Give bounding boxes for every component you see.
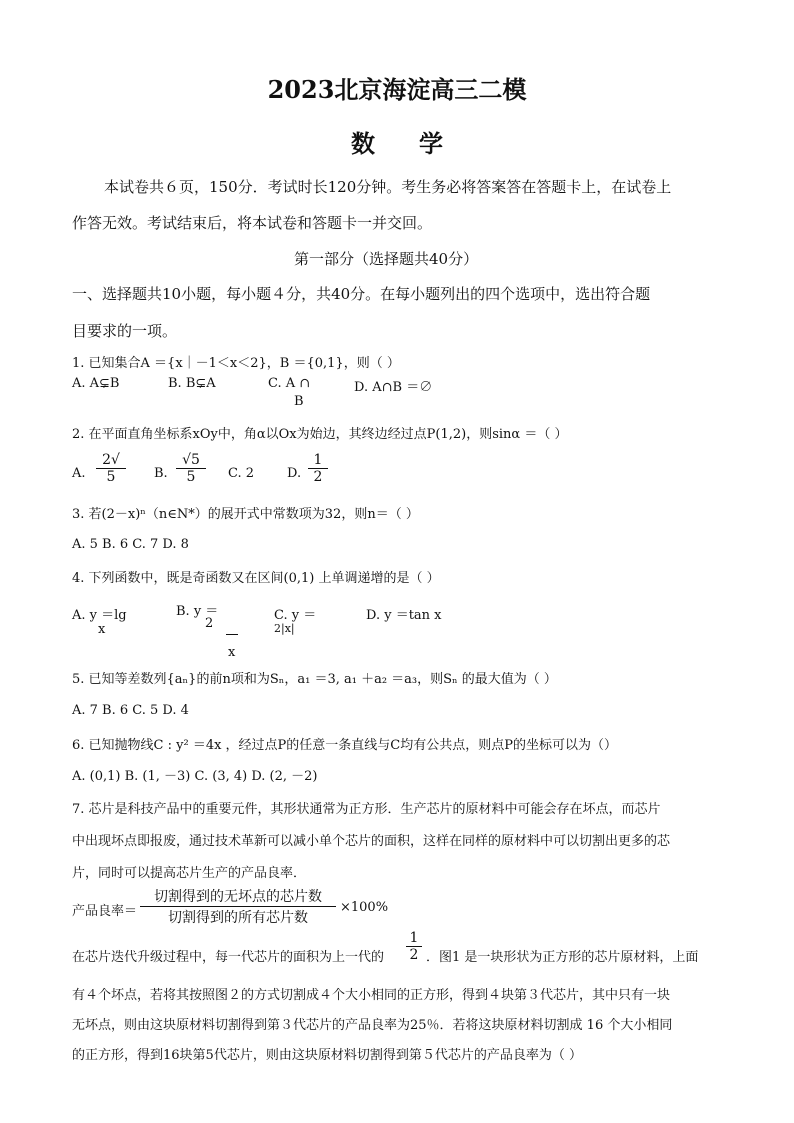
q2-option-a-fraction [96, 452, 126, 485]
q7-line-5: 有４个坏点，若将其按照图２的方式切割成４个大小相同的正方形，得到４块第３代芯片，其中只有一块 [72, 988, 671, 1003]
q4-option-a: A. y ＝lg [72, 608, 127, 623]
q4-option-b-bar [226, 634, 238, 635]
q7-line-2: 中出现坏点即报废，通过技术革新可以减小单个芯片的面积，这样在同样的原材料中可以切割出更多的芯 [72, 834, 671, 849]
q2-a-numerator: 2√ [96, 452, 126, 469]
q4-option-c: C. y ＝ [274, 608, 317, 623]
q2-option-d-fraction [308, 452, 328, 485]
q2-d-numerator: 1 [308, 452, 328, 469]
q2-option-d-label: D. [287, 466, 302, 481]
q7-half-numerator: 1 [406, 930, 422, 947]
q2-d-denominator: 2 [313, 469, 323, 485]
q7-line-6: 无坏点，则由这块原材料切割得到第３代芯片的产品良率为25％．若将这块原材料切割成 16 个大小相同 [72, 1018, 673, 1033]
q7-line-4a: 在芯片迭代升级过程中，每一代芯片的面积为上一代的 [72, 950, 385, 965]
q1-option-c-sub: B [294, 394, 304, 409]
q4-option-c-sub: 2|x| [274, 622, 295, 635]
q7-line-1: 7. 芯片是科技产品中的重要元件，其形状通常为正方形．生产芯片的原材料中可能会存在坏点，而芯片 [72, 802, 661, 817]
q1-option-b: B. B⊊A [168, 376, 216, 391]
section-instruction-2: 目要求的一项。 [72, 322, 178, 340]
q4-option-b: B. y ＝ [176, 604, 219, 619]
q2-stem: 2. 在平面直角坐标系xOy中，角α以Ox为始边，其终边经过点P(1,2)，则sinα ＝（ ） [72, 427, 568, 442]
q3-stem: 3. 若(2－x)ⁿ（n∈N*）的展开式中常数项为32，则n＝（ ） [72, 507, 419, 522]
intro-line-2: 作答无效。考试结束后，将本试卷和答题卡一并交回。 [72, 214, 433, 232]
q7-half-denominator: 2 [409, 947, 419, 963]
section-instruction-1: 一、选择题共10小题，每小题４分，共40分。在每小题列出的四个选项中，选出符合题 [72, 285, 651, 303]
q2-b-numerator: √5 [176, 452, 206, 469]
yield-formula-tail: ×100% [340, 900, 389, 915]
yield-formula-fraction [140, 886, 336, 927]
q2-option-a-label: A. [72, 466, 86, 481]
q1-option-d: D. A∩B ＝∅ [354, 380, 433, 395]
q4-option-d: D. y ＝tan x [366, 608, 442, 623]
q5-stem: 5. 已知等差数列{aₙ}的前n项和为Sₙ，a₁ ＝3, a₁ ＋a₂ ＝a₃，则Sₙ 的最大值为（ ） [72, 672, 557, 687]
q2-b-denominator: 5 [186, 469, 196, 485]
yield-formula-numerator: 切割得到的无坏点的芯片数 [140, 886, 336, 907]
q4-stem: 4. 下列函数中，既是奇函数又在区间(0,1) 上单调递增的是（ ） [72, 571, 440, 586]
page-title: 2023北京海淀高三二模 [267, 75, 527, 104]
part-heading: 第一部分（选择题共40分） [294, 250, 479, 268]
yield-formula-label: 产品良率＝ [72, 904, 138, 919]
q6-stem: 6. 已知抛物线C : y² ＝4x ，经过点P的任意一条直线与C均有公共点，则点P的坐标可以为（） [72, 738, 617, 753]
q6-options: A. (0,1) B. (1, －3) C. (3, 4) D. (2, －2) [72, 769, 318, 784]
q7-half-fraction [406, 930, 422, 963]
q1-stem: 1. 已知集合A ＝{x｜－1＜x＜2}，B ＝{0,1}，则（ ） [72, 356, 400, 371]
q2-option-b-fraction [176, 452, 206, 485]
q7-line-7: 的正方形，得到16块第5代芯片，则由这块原材料切割得到第５代芯片的产品良率为（ ） [72, 1048, 582, 1063]
yield-formula-denominator: 切割得到的所有芯片数 [168, 910, 308, 926]
q2-option-b-label: B. [154, 466, 168, 481]
q2-a-denominator: 5 [106, 469, 116, 485]
intro-line-1: 本试卷共６页，150分．考试时长120分钟。考生务必将答案答在答题卡上，在试卷上 [104, 178, 672, 196]
q3-options: A. 5 B. 6 C. 7 D. 8 [72, 537, 189, 552]
q4-option-b-sub: x [228, 645, 236, 660]
q7-line-3: 片，同时可以提高芯片生产的产品良率． [72, 866, 307, 881]
q1-option-a: A. A⊊B [72, 376, 120, 391]
q4-option-a-sub: x [98, 622, 106, 637]
q2-option-c: C. 2 [228, 466, 255, 481]
q1-option-c: C. A ∩ [268, 376, 311, 391]
q4-option-b-mid: 2 [205, 616, 214, 631]
q5-options: A. 7 B. 6 C. 5 D. 4 [72, 703, 189, 718]
subject-title: 数学 [351, 129, 487, 158]
q7-line-4b: ．图1 是一块形状为正方形的芯片原材料，上面 [426, 950, 699, 965]
